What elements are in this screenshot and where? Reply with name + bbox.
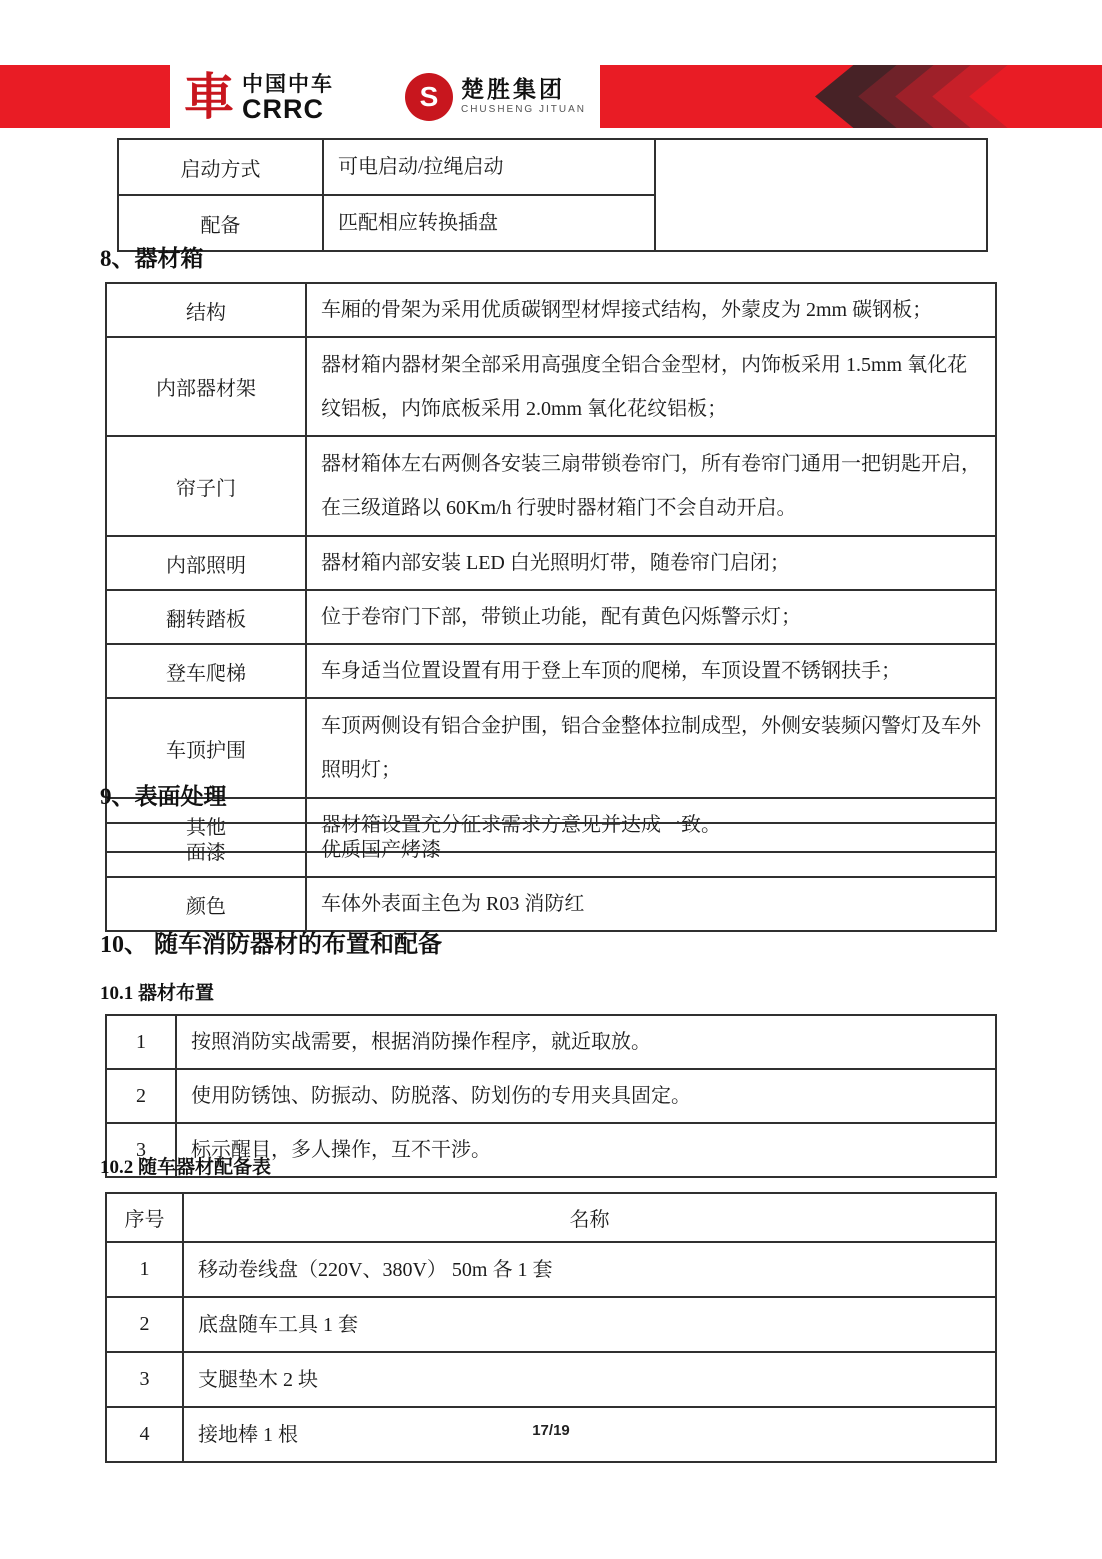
table-row bbox=[106, 337, 996, 436]
table-row bbox=[106, 1297, 996, 1352]
row-value: 支腿垫木 2 块 bbox=[183, 1352, 996, 1407]
table-row bbox=[106, 877, 996, 931]
row-value: 按照消防实战需要，根据消防操作程序，就近取放。 bbox=[176, 1015, 996, 1069]
table-row bbox=[106, 644, 996, 698]
table-row bbox=[106, 1069, 996, 1123]
page-number: 17/19 bbox=[532, 1422, 570, 1439]
section10-title: 10、 随车消防器材的布置和配备 bbox=[100, 932, 442, 958]
chusheng-logo bbox=[405, 73, 586, 121]
table-row bbox=[106, 1352, 996, 1407]
spec-label: 颜色 bbox=[106, 877, 306, 931]
spec-value: 优质国产烤漆 bbox=[306, 823, 996, 877]
row-number: 3 bbox=[106, 1352, 183, 1407]
spec-label: 配备 bbox=[118, 195, 323, 251]
spec-value: 器材箱内器材架全部采用高强度全铝合金型材，内饰板采用 1.5mm 氧化花纹铝板，内饰底板采用 2.0mm 氧化花纹铝板； bbox=[306, 337, 996, 436]
row-value: 移动卷线盘（220V、380V） 50m 各 1 套 bbox=[183, 1242, 996, 1297]
chusheng-logo-cn: 楚胜集团 bbox=[460, 76, 565, 102]
table-row bbox=[106, 436, 996, 536]
row-number: 1 bbox=[106, 1242, 183, 1297]
spec-value: 车体外表面主色为 R03 消防红 bbox=[306, 877, 996, 931]
chusheng-logo-en: CHUSHENG JITUAN bbox=[460, 103, 586, 115]
carryover-spec-table bbox=[117, 138, 988, 252]
row-value: 接地棒 1 根 bbox=[183, 1407, 996, 1462]
crrc-logo-en: CRRC bbox=[242, 93, 324, 124]
table-row bbox=[106, 283, 996, 337]
spec-label: 内部照明 bbox=[106, 536, 306, 590]
spec-label: 内部器材架 bbox=[106, 337, 306, 436]
column-header-num: 序号 bbox=[106, 1193, 183, 1242]
spec-value: 器材箱设置充分征求需求方意见并达成一致。 bbox=[306, 798, 996, 852]
spec-label: 启动方式 bbox=[118, 139, 323, 195]
spec-label: 登车爬梯 bbox=[106, 644, 306, 698]
table-row bbox=[106, 823, 996, 877]
row-number: 2 bbox=[106, 1297, 183, 1352]
logo-area bbox=[170, 65, 600, 128]
row-number: 1 bbox=[106, 1015, 176, 1069]
spec-label: 结构 bbox=[106, 283, 306, 337]
table-header-row bbox=[106, 1193, 996, 1242]
crrc-logo bbox=[184, 68, 334, 125]
row-number: 3 bbox=[106, 1123, 176, 1177]
spec-label: 面漆 bbox=[106, 823, 306, 877]
crrc-logo-cn: 中国中车 bbox=[242, 71, 334, 96]
spec-value: 位于卷帘门下部，带锁止功能，配有黄色闪烁警示灯； bbox=[306, 590, 996, 644]
spec-label: 帘子门 bbox=[106, 436, 306, 536]
section8-title: 8、器材箱 bbox=[100, 246, 204, 271]
spec-value: 可电启动/拉绳启动 bbox=[323, 139, 655, 195]
letterhead-band bbox=[0, 65, 1102, 128]
spec-label: 其他 bbox=[106, 798, 306, 852]
row-value: 使用防锈蚀、防振动、防脱落、防划伤的专用夹具固定。 bbox=[176, 1069, 996, 1123]
surface-treatment-table bbox=[105, 822, 997, 932]
table-row bbox=[106, 698, 996, 798]
row-number: 2 bbox=[106, 1069, 176, 1123]
empty-cell bbox=[655, 139, 987, 251]
table-row bbox=[106, 1242, 996, 1297]
spec-label: 车顶护围 bbox=[106, 698, 306, 798]
table-row bbox=[106, 590, 996, 644]
section9-title: 9、表面处理 bbox=[100, 784, 227, 809]
row-number: 4 bbox=[106, 1407, 183, 1462]
section10-2-title: 10.2 随车器材配备表 bbox=[100, 1157, 272, 1178]
column-header-name: 名称 bbox=[183, 1193, 996, 1242]
row-value: 底盘随车工具 1 套 bbox=[183, 1297, 996, 1352]
table-row bbox=[118, 139, 987, 195]
chusheng-logo-icon: S bbox=[405, 73, 453, 121]
spec-label: 翻转踏板 bbox=[106, 590, 306, 644]
spec-value: 车身适当位置设置有用于登上车顶的爬梯，车顶设置不锈钢扶手； bbox=[306, 644, 996, 698]
spec-value: 匹配相应转换插盘 bbox=[323, 195, 655, 251]
row-value: 标示醒目，多人操作，互不干涉。 bbox=[176, 1123, 996, 1177]
section10-1-title: 10.1 器材布置 bbox=[100, 983, 215, 1004]
spec-value: 车顶两侧设有铝合金护围，铝合金整体拉制成型，外侧安装频闪警灯及车外照明灯； bbox=[306, 698, 996, 798]
spec-value: 车厢的骨架为采用优质碳钢型材焊接式结构，外蒙皮为 2mm 碳钢板； bbox=[306, 283, 996, 337]
spec-value: 器材箱内部安装 LED 白光照明灯带，随卷帘门启闭； bbox=[306, 536, 996, 590]
spec-value: 器材箱体左右两侧各安装三扇带锁卷帘门，所有卷帘门通用一把钥匙开启，在三级道路以 60Km/h 行驶时器材箱门不会自动开启。 bbox=[306, 436, 996, 536]
table-row bbox=[106, 536, 996, 590]
crrc-logo-icon: 車 bbox=[184, 68, 234, 125]
table-row bbox=[106, 1015, 996, 1069]
equipment-box-table bbox=[105, 282, 997, 853]
